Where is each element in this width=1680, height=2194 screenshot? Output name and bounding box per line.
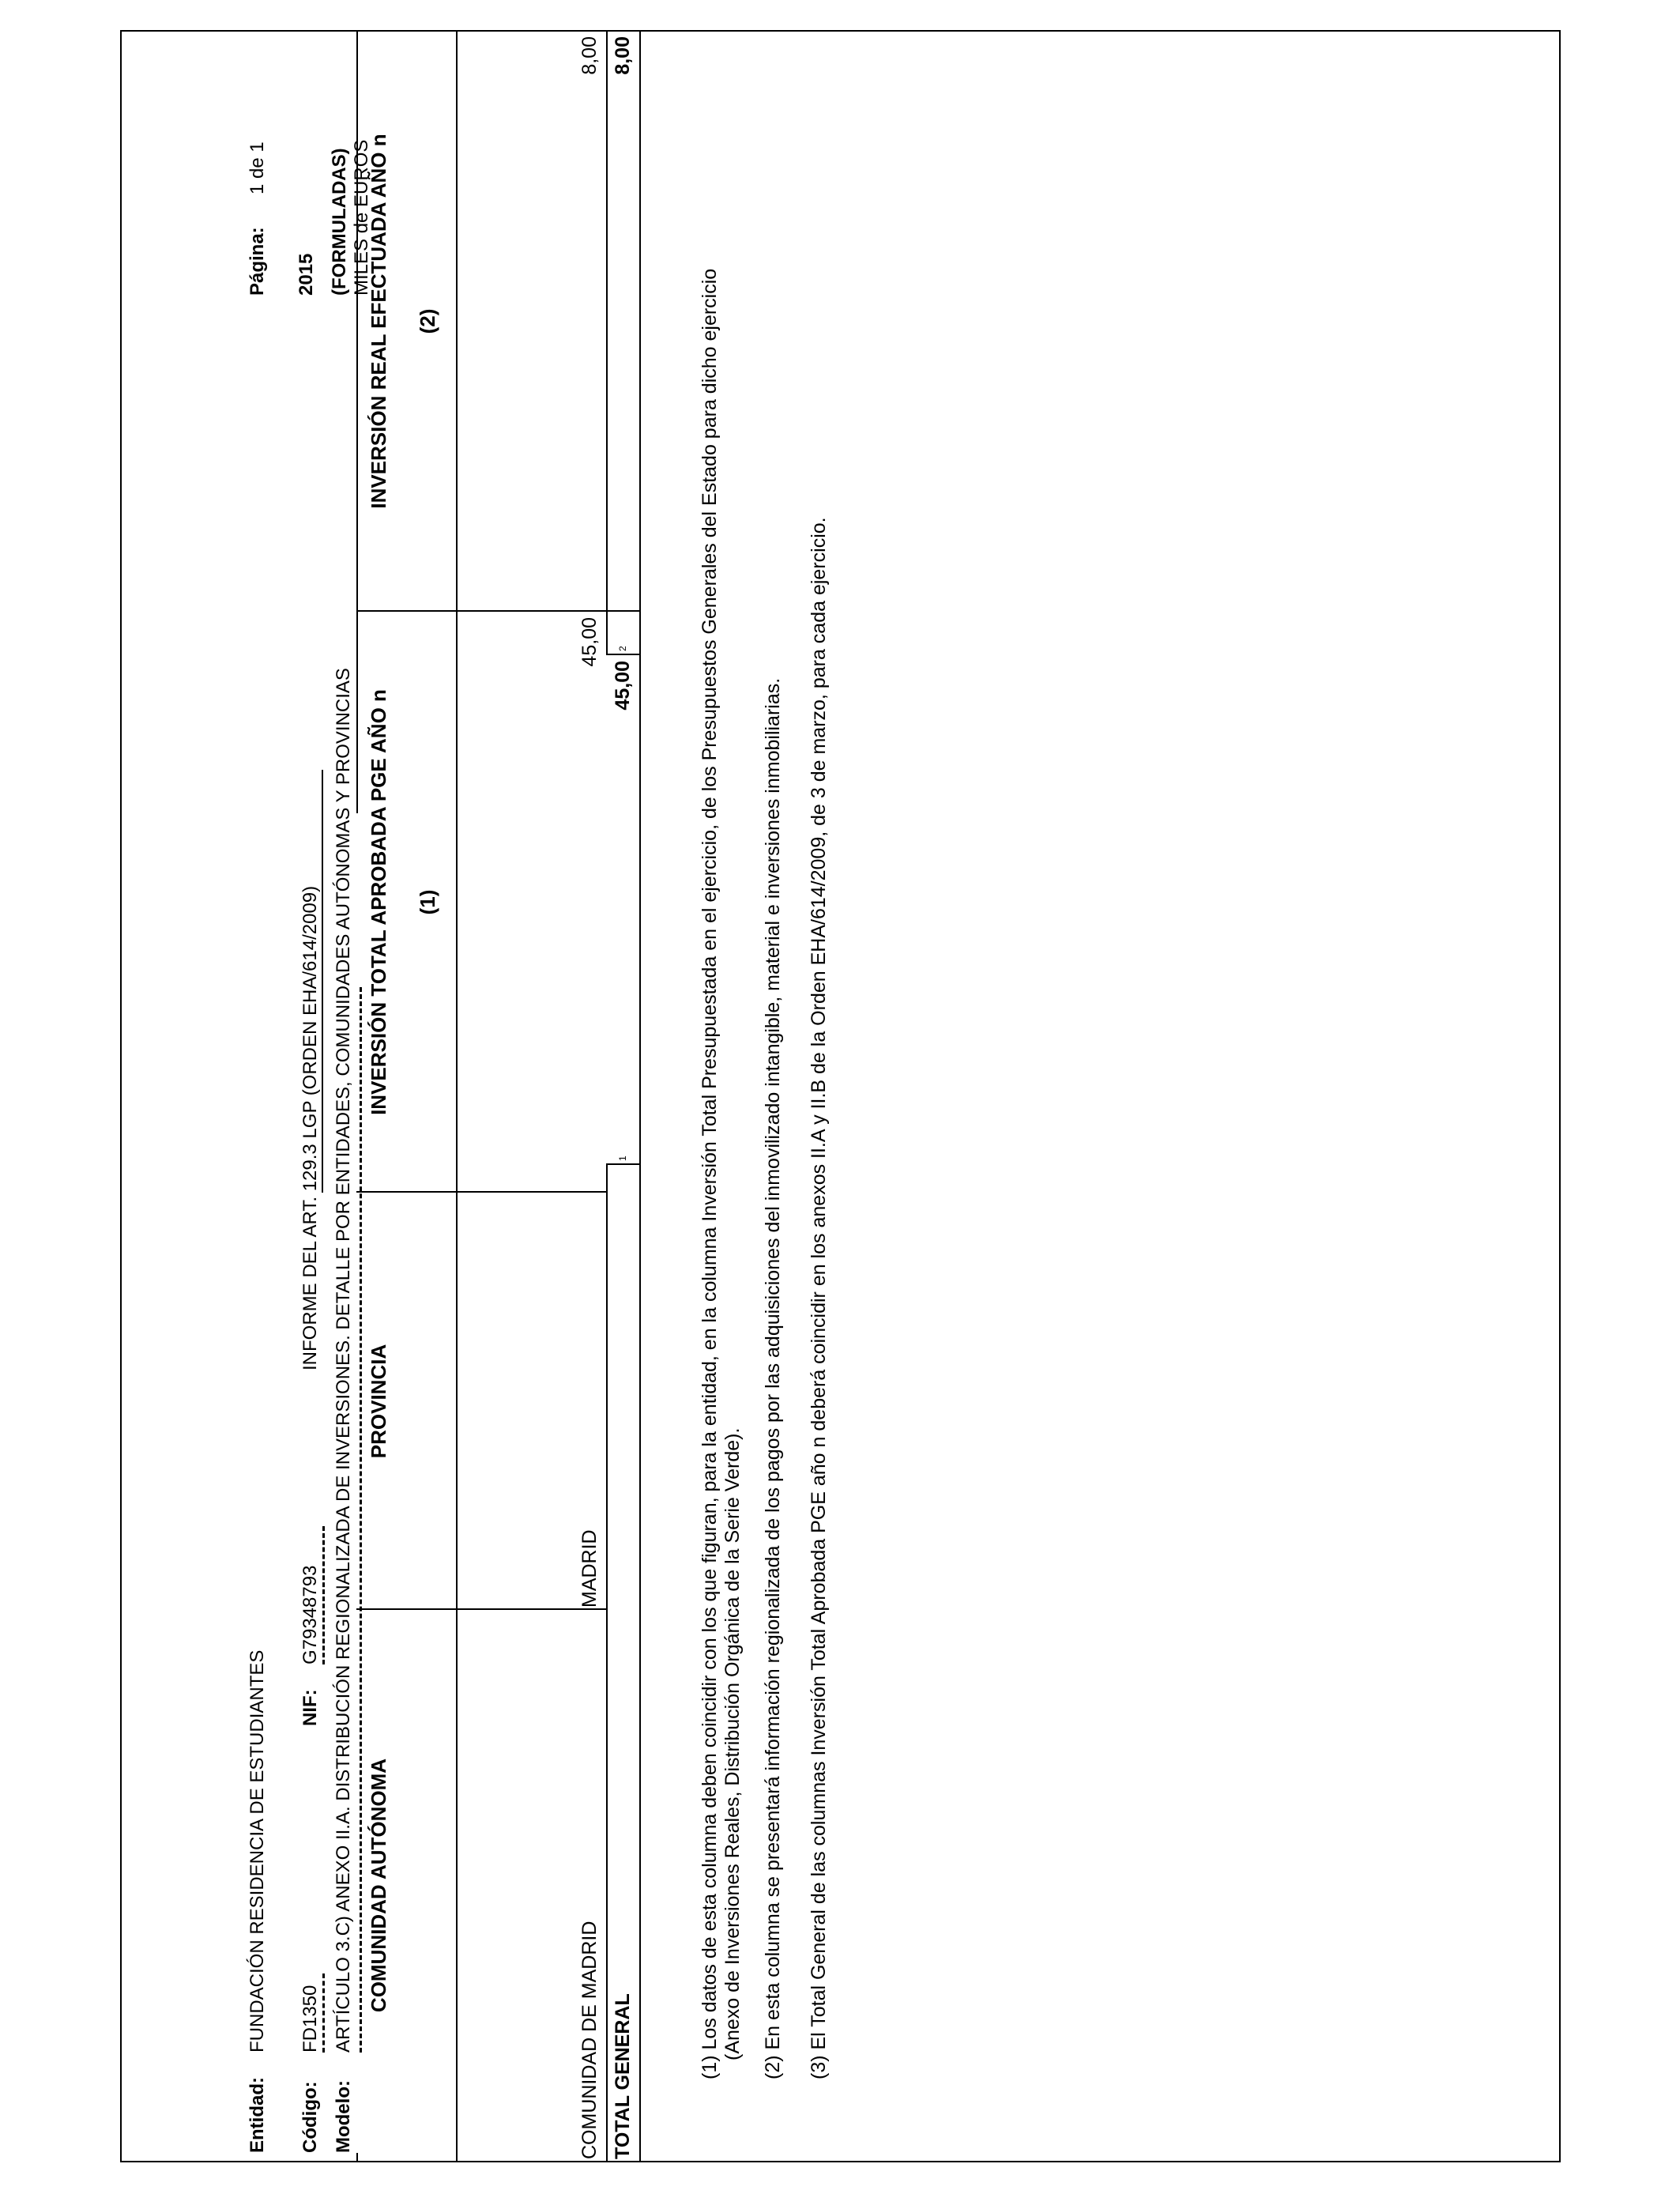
rows-bottom-line-right xyxy=(606,31,608,655)
col-header-provincia: PROVINCIA xyxy=(367,1344,390,1459)
entidad-label: Entidad: xyxy=(247,2077,268,2153)
footnote-3: (3) El Total General de las columnas Inversión Total Aprobada PGE año n deberá coincidir en los anexos II.A y II.B de la Orden EHA/614/2009, de 3 de marzo, para cada ejercicio. xyxy=(808,517,830,2079)
table-top-stub xyxy=(356,2153,358,2161)
col-divider-2 xyxy=(356,1191,606,1193)
row-real-efectuada: 8,00 xyxy=(578,36,601,75)
total-marker-1: 1 xyxy=(617,1155,628,1161)
pagina-label: Página: xyxy=(247,227,268,296)
col-divider-1 xyxy=(356,1608,606,1610)
footnote-2: (2) En esta columna se presentará información regionalizada de los pagos por las adquisiciones del inmovilizado intangible, material e inversiones inmobiliarias. xyxy=(762,677,784,2079)
year: 2015 xyxy=(296,253,317,296)
col-note-real-efectuada: (2) xyxy=(416,308,439,334)
codigo-dashes xyxy=(322,1973,325,2053)
total-bottom-line xyxy=(639,31,641,2161)
footnote-1-line-1: (1) Los datos de esta columna deben coincidir con los que figuran, para la entidad, en la columna Inversión Total Presupuestada en el ejercicio, de los Presupuestos Generales del Estado para dicho ejercicio xyxy=(699,268,721,2079)
nif-value: G79348793 xyxy=(299,1565,321,1664)
col-header-real-efectuada: INVERSIÓN REAL EFECTUADA AÑO n xyxy=(367,134,390,509)
col-header-comunidad: COMUNIDAD AUTÓNOMA xyxy=(367,1758,390,2013)
status: (FORMULADAS) xyxy=(329,148,350,296)
row-provincia: MADRID xyxy=(578,1529,601,1608)
row-total-aprobada: 45,00 xyxy=(578,617,601,667)
footnote-1-line-2: (Anexo de Inversiones Reales, Distribución Orgánica de la Serie Verde). xyxy=(721,1427,744,2060)
total-divider-1 xyxy=(606,1163,639,1165)
informe-title: INFORME DEL ART. 129.3 LGP (ORDEN EHA/614/2009) xyxy=(299,885,321,1370)
row-comunidad: COMUNIDAD DE MADRID xyxy=(578,1921,601,2159)
total-real-efectuada: 8,00 xyxy=(612,36,634,75)
col-divider-3 xyxy=(356,610,606,612)
nif-dashes xyxy=(322,1526,325,1664)
total-aprobada: 45,00 xyxy=(612,661,634,711)
codigo-label: Código: xyxy=(299,2081,321,2153)
modelo-value: ARTÍCULO 3.C) ANEXO II.A. DISTRIBUCIÓN REGIONALIZADA DE INVERSIONES. DETALLE POR ENTIDADES, COMUNIDADES AUTÓNOMAS Y PROVINCIAS xyxy=(333,668,354,2053)
units: MILES de EUROS xyxy=(351,139,372,296)
rows-bottom-line xyxy=(606,1165,608,2161)
modelo-dashes xyxy=(360,987,362,2053)
col-header-total-aprobada: INVERSIÓN TOTAL APROBADA PGE AÑO n xyxy=(367,689,390,1115)
table-top-line xyxy=(356,31,358,813)
pagina-value: 1 de 1 xyxy=(247,141,268,194)
total-label: TOTAL GENERAL xyxy=(612,1993,634,2159)
total-marker-2: 2 xyxy=(617,646,628,651)
col-note-total-aprobada: (1) xyxy=(416,889,439,915)
entidad-value: FUNDACIÓN RESIDENCIA DE ESTUDIANTES xyxy=(247,1649,268,2053)
header-bottom-line xyxy=(456,31,458,2161)
header-divider xyxy=(322,770,323,1193)
codigo-value: FD1350 xyxy=(299,1985,321,2053)
modelo-label: Modelo: xyxy=(333,2080,354,2153)
total-divider-2 xyxy=(606,654,639,655)
nif-label: NIF: xyxy=(299,1689,321,1726)
document-frame xyxy=(120,30,1561,2162)
